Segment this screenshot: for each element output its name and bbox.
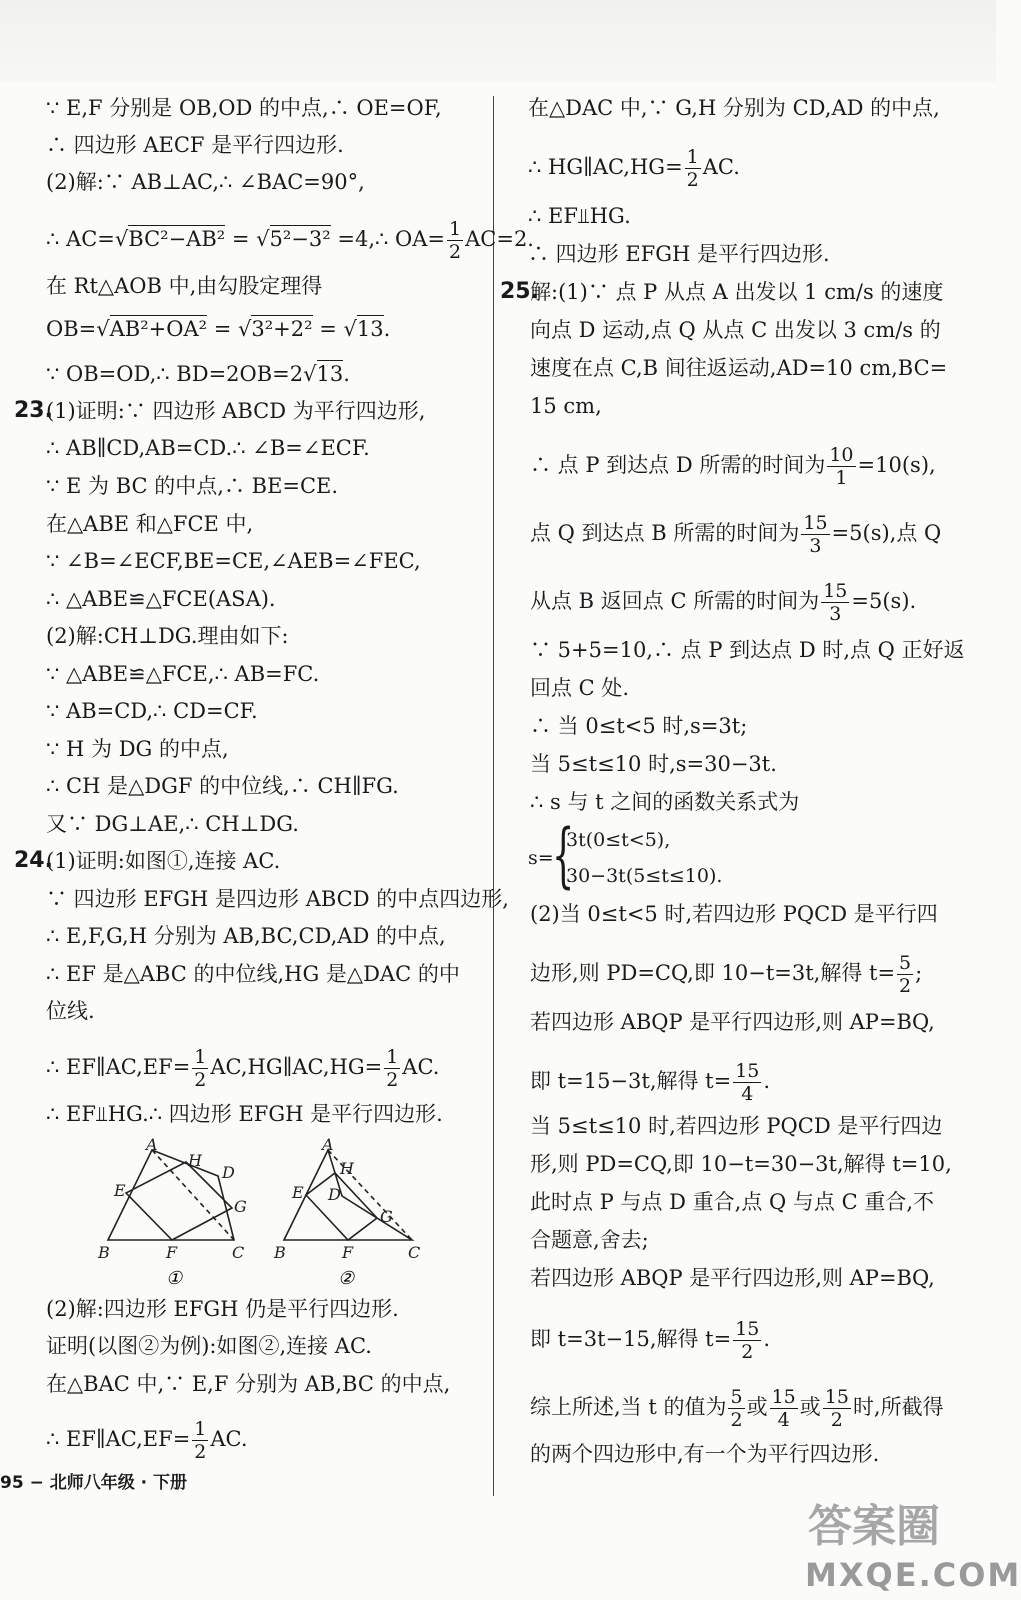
- fraction-15-2: $\frac{15}{2}$: [824, 1386, 849, 1431]
- label-c2: C: [408, 1243, 421, 1262]
- left-line-7: ∵ OB=OD,∴ BD=2OB=2√13.: [46, 362, 350, 386]
- fraction-15-2: $\frac{15}{2}$: [735, 1318, 760, 1363]
- left-line-10: ∵ E 为 BC 的中点,∴ BE=CE.: [46, 474, 339, 498]
- right-line-24: 此时点 P 与点 D 重合,点 Q 与点 C 重合,不: [530, 1190, 935, 1214]
- fraction-15-3: $\frac{15}{3}$: [823, 580, 848, 625]
- text: OB=: [46, 317, 97, 341]
- text: 即 t=15−3t,解得 t=: [530, 1069, 732, 1093]
- fraction-half: $\frac{1}{2}$: [386, 1046, 399, 1091]
- text: =: [207, 317, 239, 341]
- question-number-24: 24.: [14, 848, 53, 873]
- question-number-23: 23.: [14, 398, 53, 423]
- right-line-8: 15 cm,: [530, 394, 602, 418]
- question-number-25: 25.: [500, 279, 539, 304]
- figure-2-caption: ②: [338, 1268, 355, 1289]
- left-line-12: ∵ ∠B=∠ECF,BE=CE,∠AEB=∠FEC,: [46, 549, 421, 573]
- sqrt-ab-oa: AB²+OA²: [109, 317, 208, 341]
- right-line-28: [530, 1386, 944, 1431]
- text: =: [312, 317, 344, 341]
- left-line-25: [46, 1046, 439, 1091]
- left-line-16: ∵ AB=CD,∴ CD=CF.: [46, 699, 258, 723]
- right-line-22: 当 5≤t≤10 时,若四边形 PQCD 是平行四边: [530, 1114, 943, 1138]
- left-line-4: ∴ AC=√BC²−AB² = √5²−3² =4,∴ OA= $\frac{1}{2}$ AC=2.: [46, 218, 534, 263]
- left-line-23: ∴ EF 是△ABC 的中位线,HG 是△DAC 的中: [46, 962, 460, 986]
- top-shadow-band: [0, 0, 996, 82]
- text: ∴ AC=: [46, 227, 115, 251]
- right-line-18: (2)当 0≤t<5 时,若四边形 PQCD 是平行四: [530, 902, 938, 926]
- left-line-11: 在△ABE 和△FCE 中,: [46, 512, 254, 536]
- text: ∵ OB=OD,∴ BD=2OB=2: [46, 362, 304, 386]
- left-line-21: ∵ 四边形 EFGH 是四边形 ABCD 的中点四边形,: [46, 887, 509, 911]
- left-line-28: 证明(以图②为例):如图②,连接 AC.: [46, 1334, 372, 1358]
- right-line-23: 形,则 PD=CQ,即 10−t=30−3t,解得 t=10,: [530, 1152, 952, 1176]
- sqrt-13b: 13: [316, 362, 344, 386]
- piecewise-brace: {: [552, 814, 575, 896]
- sqrt-13: 13: [356, 317, 384, 341]
- text: .: [763, 1069, 771, 1093]
- left-line-13: ∴ △ABE≌△FCE(ASA).: [46, 587, 276, 611]
- text: 从点 B 返回点 C 所需的时间为: [530, 589, 820, 613]
- piecewise-case-1: 3t(0≤t<5),: [566, 829, 671, 851]
- label-g2: G: [380, 1207, 393, 1226]
- sqrt-5-3: 5²−3²: [269, 227, 331, 251]
- left-line-5: 在 Rt△AOB 中,由勾股定理得: [46, 274, 323, 298]
- label-e2: E: [292, 1183, 304, 1202]
- right-line-3: ∴ EF⫫HG.: [528, 204, 631, 228]
- text: AC,HG∥AC,HG=: [210, 1055, 383, 1079]
- left-line-14: (2)解:CH⊥DG.理由如下:: [46, 624, 289, 648]
- text: 点 Q 到达点 B 所需的时间为: [530, 521, 800, 545]
- right-line-6: 向点 D 运动,点 Q 从点 C 出发以 3 cm/s 的: [530, 318, 941, 342]
- right-line-29: 的两个四边形中,有一个为平行四边形.: [530, 1442, 880, 1466]
- right-line-4: ∴ 四边形 EFGH 是平行四边形.: [528, 242, 830, 266]
- text: AC.: [702, 155, 740, 179]
- left-line-26: ∴ EF⫫HG.∴ 四边形 EFGH 是平行四边形.: [46, 1102, 443, 1126]
- left-line-3: (2)解:∵ AB⊥AC,∴ ∠BAC=90°,: [46, 170, 365, 194]
- text: 边形,则 PD=CQ,即 10−t=3t,解得 t=: [530, 961, 896, 985]
- quad-efgh-1: [126, 1162, 232, 1240]
- text: ∴ 点 P 到达点 D 所需的时间为: [530, 453, 826, 477]
- label-a2: A: [322, 1135, 334, 1154]
- right-line-13: 回点 C 处.: [530, 676, 630, 700]
- page-footer: 95 − 北师八年级 · 下册: [0, 1473, 188, 1493]
- fraction-5-2: $\frac{5}{2}$: [899, 952, 912, 997]
- right-line-19: [530, 952, 922, 997]
- left-line-27: (2)解:四边形 EFGH 仍是平行四边形.: [46, 1297, 399, 1321]
- fraction-15-4: $\frac{15}{4}$: [771, 1386, 796, 1431]
- left-line-22: ∴ E,F,G,H 分别为 AB,BC,CD,AD 的中点,: [46, 924, 446, 948]
- figure-1: [108, 1150, 234, 1240]
- label-f2: F: [342, 1243, 354, 1262]
- right-line-26: 若四边形 ABQP 是平行四边形,则 AP=BQ,: [530, 1266, 935, 1290]
- fraction-15-3: $\frac{15}{3}$: [803, 512, 828, 557]
- right-line-14: ∴ 当 0≤t<5 时,s=3t;: [530, 714, 748, 738]
- text: ∴ HG∥AC,HG=: [528, 155, 683, 179]
- text: 或: [746, 1395, 768, 1419]
- label-h2: H: [340, 1159, 354, 1178]
- left-line-18: ∴ CH 是△DGF 的中位线,∴ CH∥FG.: [46, 774, 399, 798]
- text: =4,∴ OA=: [330, 227, 446, 251]
- right-line-5: 解:(1)∵ 点 P 从点 A 出发以 1 cm/s 的速度: [530, 280, 944, 304]
- text: 综上所述,当 t 的值为: [530, 1395, 727, 1419]
- fraction-half: $\frac{1}{2}$: [686, 146, 699, 191]
- right-line-25: 合题意,舍去;: [530, 1228, 649, 1252]
- right-line-2: [528, 146, 740, 191]
- figure-1-labels: [97, 1135, 247, 1262]
- text: AC=2.: [465, 227, 534, 251]
- label-h: H: [188, 1151, 202, 1170]
- fraction-10-1: $\frac{10}{1}$: [829, 444, 854, 489]
- text: AC.: [402, 1055, 440, 1079]
- figure-1-caption: ①: [166, 1268, 183, 1289]
- left-line-29: 在△BAC 中,∵ E,F 分别为 AB,BC 的中点,: [46, 1372, 451, 1396]
- sqrt-bc-ab: BC²−AB²: [128, 227, 226, 251]
- left-line-15: ∵ △ABE≌△FCE,∴ AB=FC.: [46, 662, 320, 686]
- left-line-30: [46, 1418, 248, 1463]
- fraction-15-4: $\frac{15}{4}$: [735, 1060, 760, 1105]
- quad-efgh-2: [306, 1173, 377, 1240]
- column-divider: [493, 96, 494, 1496]
- watermark-logo-text: 答案圈: [808, 1501, 940, 1552]
- left-line-9: ∴ AB∥CD,AB=CD.∴ ∠B=∠ECF.: [46, 436, 370, 460]
- label-f: F: [166, 1243, 178, 1262]
- text: ∴ EF∥AC,EF=: [46, 1055, 191, 1079]
- right-line-9: [530, 444, 936, 489]
- left-line-1: ∵ E,F 分别是 OB,OD 的中点,∴ OE=OF,: [46, 96, 442, 120]
- left-line-24: 位线.: [46, 999, 95, 1023]
- right-line-1: 在△DAC 中,∵ G,H 分别为 CD,AD 的中点,: [528, 96, 940, 120]
- text: =10(s),: [857, 453, 936, 477]
- right-line-7: 速度在点 C,B 间往返运动,AD=10 cm,BC=: [530, 356, 948, 380]
- label-b2: B: [274, 1243, 286, 1262]
- label-b: B: [98, 1243, 110, 1262]
- piecewise-case-2: 30−3t(5≤t≤10).: [566, 865, 723, 887]
- left-line-20: (1)证明:如图①,连接 AC.: [46, 849, 281, 873]
- fraction-half: $\frac{1}{2}$: [194, 1418, 207, 1463]
- text: .: [343, 362, 350, 386]
- label-d: D: [222, 1163, 235, 1182]
- label-e: E: [114, 1181, 126, 1200]
- left-line-2: ∴ 四边形 AECF 是平行四边形.: [46, 133, 344, 157]
- text: ∴ EF∥AC,EF=: [46, 1427, 191, 1451]
- right-line-16: ∴ s 与 t 之间的函数关系式为: [530, 790, 800, 814]
- right-line-10: [530, 512, 941, 557]
- left-line-6: OB=√AB²+OA² = √3²+2² = √13.: [46, 317, 391, 341]
- text: =5(s).: [851, 589, 917, 613]
- right-line-27: [530, 1318, 770, 1363]
- text: =: [225, 227, 257, 251]
- left-line-8: (1)证明:∵ 四边形 ABCD 为平行四边形,: [46, 399, 426, 423]
- label-g: G: [234, 1197, 247, 1216]
- piecewise-s-label: s=: [528, 847, 554, 869]
- sqrt-3-2: 3²+2²: [251, 317, 313, 341]
- label-c: C: [232, 1243, 245, 1262]
- text: =5(s),点 Q: [831, 521, 942, 545]
- label-d2: D: [328, 1185, 341, 1204]
- right-line-21: [530, 1060, 770, 1105]
- fraction-half: $\frac{1}{2}$: [194, 1046, 207, 1091]
- watermark-url: MXQE.COM: [805, 1556, 1021, 1594]
- left-line-19: 又∵ DG⊥AE,∴ CH⊥DG.: [46, 812, 299, 836]
- text: AC.: [210, 1427, 248, 1451]
- right-line-11: [530, 580, 916, 625]
- geometry-figures: [96, 1135, 436, 1289]
- fraction-5-2: $\frac{5}{2}$: [730, 1386, 743, 1431]
- right-line-15: 当 5≤t≤10 时,s=30−3t.: [530, 752, 777, 776]
- text: 时,所截得: [852, 1395, 944, 1419]
- text: .: [763, 1327, 771, 1351]
- text: 或: [799, 1395, 821, 1419]
- fraction-half: $\frac{1}{2}$: [449, 218, 462, 263]
- text: ;: [915, 961, 923, 985]
- text: .: [383, 317, 391, 341]
- right-line-12: ∵ 5+5=10,∴ 点 P 到达点 D 时,点 Q 正好返: [530, 638, 965, 662]
- label-a: A: [146, 1135, 158, 1154]
- text: 即 t=3t−15,解得 t=: [530, 1327, 732, 1351]
- right-line-20: 若四边形 ABQP 是平行四边形,则 AP=BQ,: [530, 1010, 935, 1034]
- left-line-17: ∵ H 为 DG 的中点,: [46, 737, 229, 761]
